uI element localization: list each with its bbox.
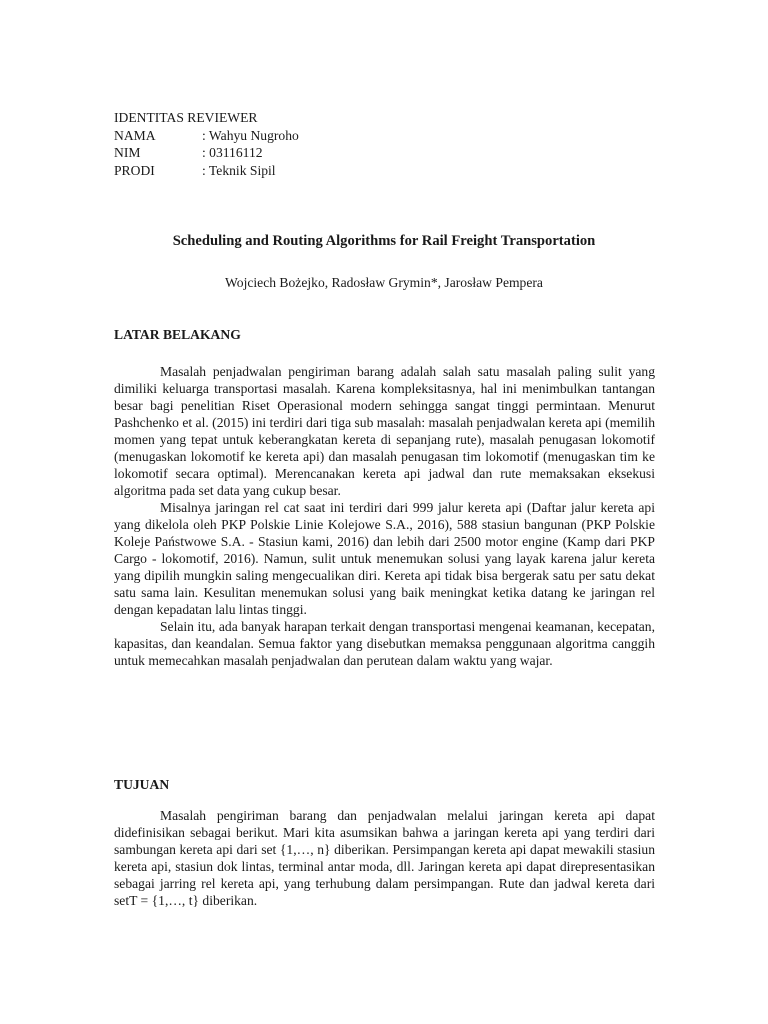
paper-authors: Wojciech Bożejko, Radosław Grymin*, Jarosław Pempera [225,275,543,290]
identity-value: : Teknik Sipil [202,162,276,178]
paragraph: Masalah pengiriman barang dan penjadwalan melalui jaringan kereta api dapat didefinisikan sebagai berikut. Mari kita asumsikan bahwa a jaringan kereta api yang terdiri dari sambungan kereta api dari set {1,…, n} diberikan. Persimpangan kereta api dapat mewakili stasiun kereta api, stasiun dok lintas, terminal antar moda, dll. Jaringan kereta api dapat direpresentasikan sebagai jarring rel kereta api, yang terhubung dalam persimpangan. Rute dan jadwal kereta dari setT = {1,…, t} diberikan. [114,808,655,908]
section-heading-tujuan: TUJUAN [114,777,170,792]
identity-heading: IDENTITAS REVIEWER [114,110,258,125]
paper-title: Scheduling and Routing Algorithms for Rail Freight Transportation [172,233,596,249]
paragraph: Masalah penjadwalan pengiriman barang adalah salah satu masalah paling sulit yang dimiliki keluarga transportasi masalah. Karena kompleksitasnya, hal ini menimbulkan tantangan besar bagi penelitian Riset Operasional modern sehingga sangat tinggi permintaan. Menurut Pashchenko et al. (2015) ini terdiri dari tiga sub masalah: masalah penjadwalan kereta api (memilih momen yang tepat untuk keberangkatan kereta di sepanjang rute), masalah penugasan lokomotif (menugaskan lokomotif ke kereta api) dan masalah penugasan tim lokomotif (menugaskan tim ke lokomotif secara optimal). Merencanakan kereta api jadwal dan rute memaksakan eksekusi algoritma pada set data yang cukup besar. [114,364,655,498]
identity-value: : 03116112 [202,145,263,160]
section-body-tujuan [114,807,655,909]
paragraph: Misalnya jaringan rel cat saat ini terdiri dari 999 jalur kereta api (Daftar jalur kereta api yang dikelola oleh PKP Polskie Linie Kolejowe S.A., 2016), 588 stasiun bangunan (PKP Polskie Koleje Państwowe S.A. - Stasiun kami, 2016) dan lebih dari 2500 motor engine (Kamp dari PKP Cargo - lokomotif, 2016). Namun, sulit untuk menemukan solusi yang layak karena jalur kereta yang dipilih mungkin saling mengecualikan diri. Kereta api tidak bisa bergerak satu per satu dekat satu sama lain. Kesulitan menemukan solusi yang baik meningkat ketika datang ke jaringan rel dengan kepadatan lalu lintas tinggi. [114,500,655,617]
identity-value: : Wahyu Nugroho [202,127,299,143]
reviewer-identity [114,109,514,179]
identity-label: NIM [114,145,141,160]
section-body-latar-belakang [114,363,655,669]
identity-label: NAMA [114,127,156,143]
section-heading-latar-belakang: LATAR BELAKANG [114,327,241,342]
identity-row-prodi [114,162,514,180]
identity-label: PRODI [114,162,155,178]
paragraph: Selain itu, ada banyak harapan terkait dengan transportasi mengenai keamanan, kecepatan, kapasitas, dan keandalan. Semua faktor yang disebutkan memaksa penggunaan algoritma canggih untuk memecahkan masalah penjadwalan dan perutean dalam waktu yang wajar. [114,619,655,668]
identity-row-nim [114,144,514,162]
identity-row-nama [114,127,514,145]
